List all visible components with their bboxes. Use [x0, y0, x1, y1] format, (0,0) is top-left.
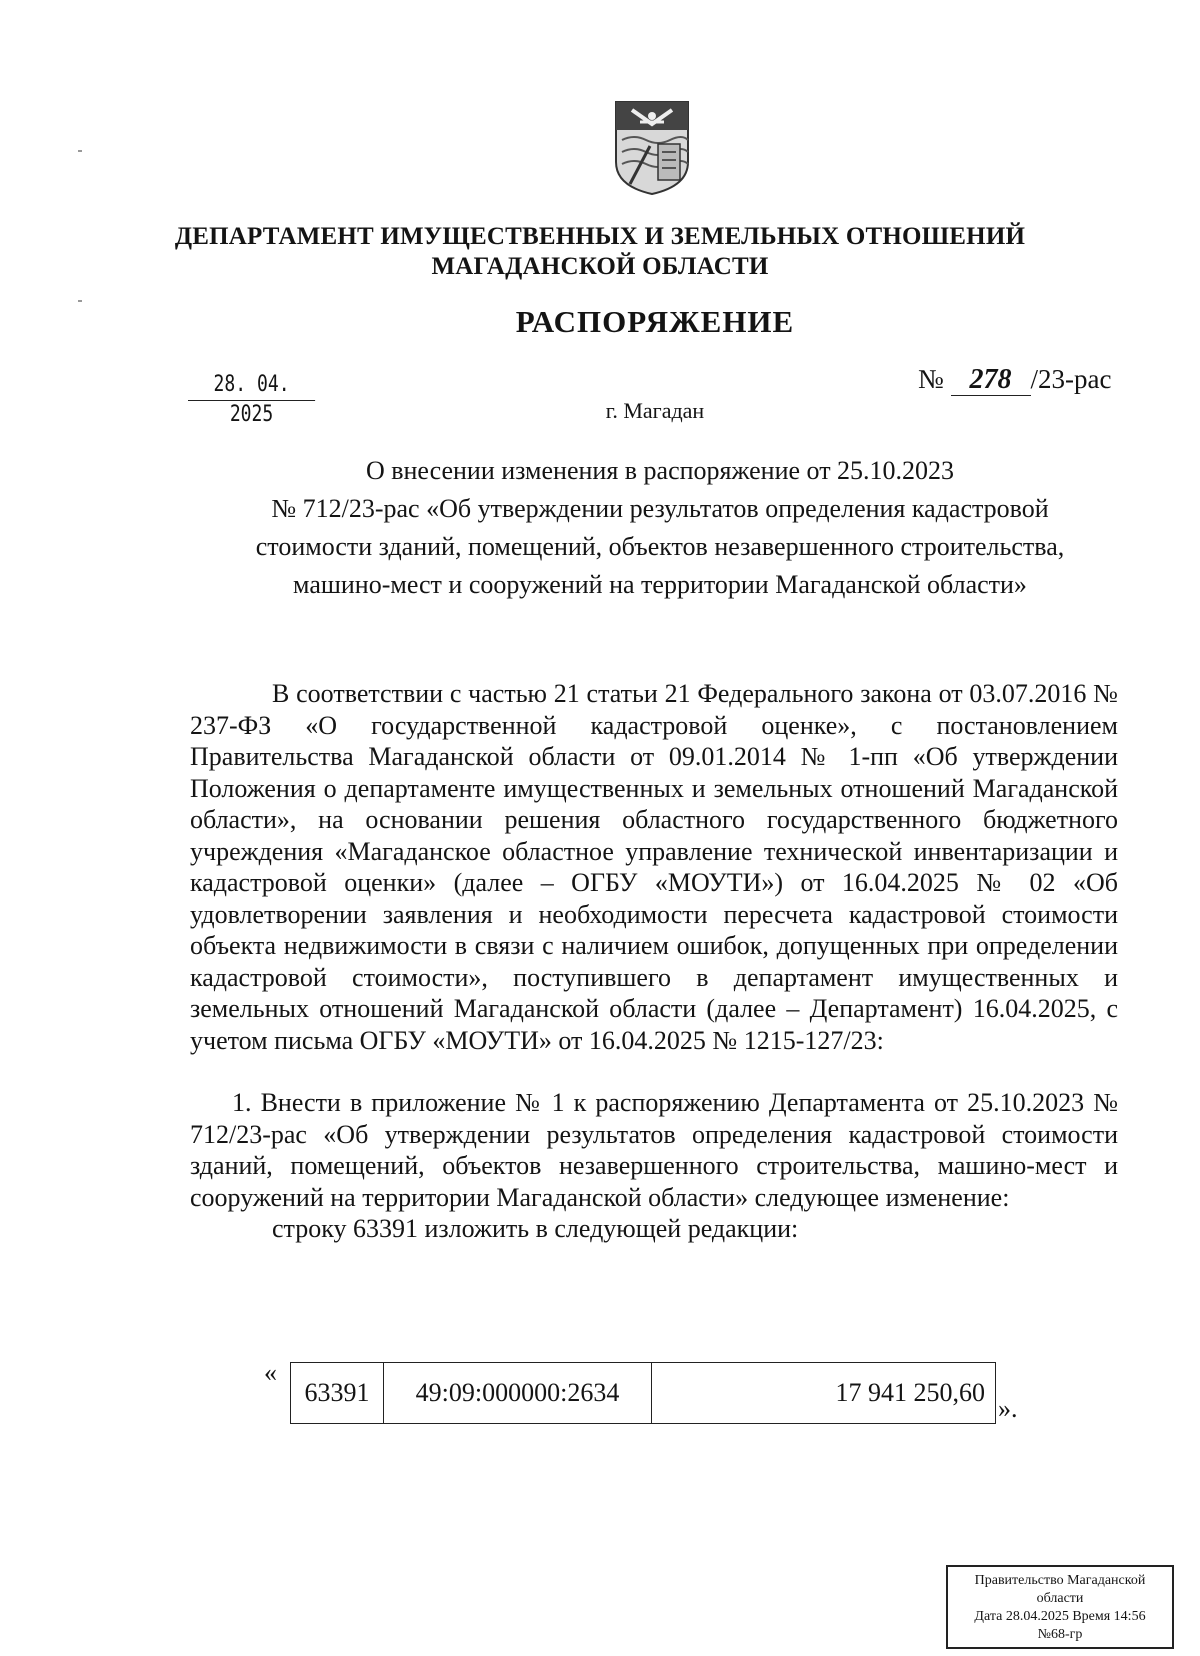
item-1-subparagraph: строку 63391 изложить в следующей редакции:	[272, 1214, 799, 1243]
amendment-table	[290, 1362, 996, 1424]
document-subject	[200, 452, 1120, 604]
quote-close: ».	[998, 1394, 1018, 1423]
registration-stamp	[946, 1565, 1174, 1649]
subject-line: стоимости зданий, помещений, объектов незавершенного строительства,	[255, 532, 1065, 561]
department-line: МАГАДАНСКОЙ ОБЛАСТИ	[431, 253, 769, 280]
stamp-line: области	[1036, 1591, 1084, 1606]
scan-mark	[78, 300, 82, 302]
department-line: ДЕПАРТАМЕНТ ИМУЩЕСТВЕННЫХ И ЗЕМЕЛЬНЫХ ОТНОШЕНИЙ	[174, 223, 1026, 250]
row-number-cell: 63391	[291, 1363, 384, 1424]
cadastral-number-cell: 49:09:000000:2634	[384, 1363, 652, 1424]
department-header	[0, 222, 1200, 282]
coat-of-arms-icon	[612, 100, 692, 196]
document-date: 28. 04. 2025	[188, 370, 315, 401]
cadastral-value-cell: 17 941 250,60	[652, 1363, 996, 1424]
handwritten-number: 278	[951, 365, 1031, 396]
scan-mark	[78, 150, 82, 152]
stamp-line: №68-гр	[1037, 1627, 1083, 1642]
subject-line: О внесении изменения в распоряжение от 25.10.2023	[365, 456, 955, 485]
document-number	[918, 362, 1111, 396]
subject-line: № 712/23-рас «Об утверждении результатов определения кадастровой	[271, 494, 1049, 523]
document-body	[190, 678, 1118, 1245]
subject-line: машино-мест и сооружений на территории Магаданской области»	[293, 570, 1027, 599]
quote-open: «	[264, 1358, 277, 1387]
city: г. Магадан	[605, 398, 705, 423]
stamp-line: Дата 28.04.2025 Время 14:56	[974, 1609, 1146, 1624]
number-suffix: /23-рас	[1030, 364, 1112, 394]
stamp-line: Правительство Магаданской	[974, 1573, 1146, 1588]
document-type: РАСПОРЯЖЕНИЕ	[515, 304, 795, 339]
number-sign: №	[918, 364, 944, 394]
item-1-paragraph: 1. Внести в приложение № 1 к распоряжению Департамента от 25.10.2023 № 712/23-рас «Об утверждении результатов определения кадастровой стоимости зданий, помещений, объектов незавершенного строительства, машино-мест и сооружений на территории Магаданской области» следующее изменение:	[190, 1088, 1118, 1212]
table-row	[291, 1363, 996, 1424]
preamble-paragraph: В соответствии с частью 21 статьи 21 Федерального закона от 03.07.2016 № 237-ФЗ «О государственной кадастровой оценке», с постановлением Правительства Магаданской области от 09.01.2014 № 1-пп «Об утверждении Положения о департаменте имущественных и земельных отношений Магаданской области», на основании решения областного государственного бюджетного учреждения «Магаданское областное управление технической инвентаризации и кадастровой оценки» (далее – ОГБУ «МОУТИ») от 16.04.2025 № 02 «Об удовлетворении заявления и необходимости пересчета кадастровой стоимости объекта недвижимости в связи с наличием ошибок, допущенных при определении кадастровой стоимости», поступившего в департамент имущественных и земельных отношений Магаданской области (далее – Департамент) 16.04.2025, с учетом письма ОГБУ «МОУТИ» от 16.04.2025 № 1215-127/23:	[190, 679, 1118, 1055]
